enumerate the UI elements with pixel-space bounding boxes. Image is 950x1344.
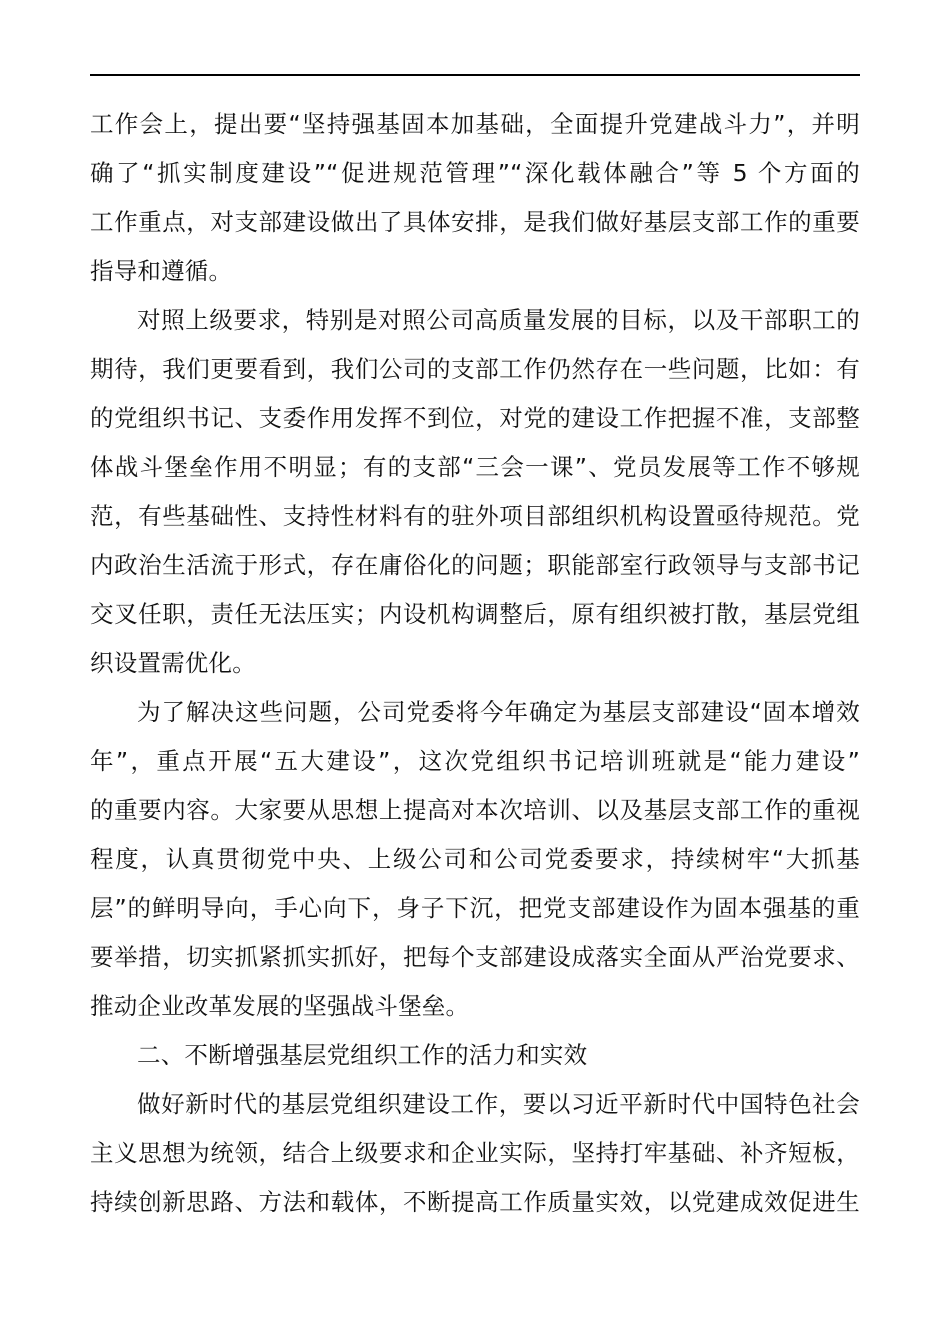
- text-line: 织设置需优化。: [90, 649, 256, 677]
- text-line: 确了“抓实制度建设”“促进规范管理”“深化载体融合”等 5 个方面的: [90, 159, 860, 187]
- header-rule: [90, 74, 860, 76]
- text-line: 层”的鲜明导向，手心向下，身子下沉，把党支部建设作为固本强基的重: [90, 894, 860, 922]
- document-body: [90, 100, 860, 1227]
- text-line: 内政治生活流于形式，存在庸俗化的问题；职能部室行政领导与支部书记: [90, 551, 860, 579]
- text-line: 二、不断增强基层党组织工作的活力和实效: [137, 1041, 588, 1069]
- text-line: 要举措，切实抓紧抓实抓好，把每个支部建设成落实全面从严治党要求、: [90, 943, 860, 971]
- text-line: 的重要内容。大家要从思想上提高对本次培训、以及基层支部工作的重视: [90, 796, 860, 824]
- text-line: 交叉任职，责任无法压实；内设机构调整后，原有组织被打散，基层党组: [90, 600, 860, 628]
- text-line: 持续创新思路、方法和载体，不断提高工作质量实效，以党建成效促进生: [90, 1188, 860, 1216]
- text-line: 工作会上，提出要“坚持强基固本加基础，全面提升党建战斗力”，并明: [90, 110, 860, 138]
- text-line: 对照上级要求，特别是对照公司高质量发展的目标，以及干部职工的: [137, 306, 860, 334]
- text-line: 指导和遵循。: [90, 257, 233, 285]
- text-line: 主义思想为统领，结合上级要求和企业实际，坚持打牢基础、补齐短板，: [90, 1139, 860, 1167]
- text-line: 期待，我们更要看到，我们公司的支部工作仍然存在一些问题，比如：有: [90, 355, 860, 383]
- text-line: 推动企业改革发展的坚强战斗堡垒。: [90, 992, 470, 1020]
- text-line: 程度，认真贯彻党中央、上级公司和公司党委要求，持续树牢“大抓基: [90, 845, 860, 873]
- text-line: 为了解决这些问题，公司党委将今年确定为基层支部建设“固本增效: [137, 698, 860, 726]
- text-line: 的党组织书记、支委作用发挥不到位，对党的建设工作把握不准，支部整: [90, 404, 860, 432]
- text-line: 范，有些基础性、支持性材料有的驻外项目部组织机构设置亟待规范。党: [90, 502, 860, 530]
- text-line: 体战斗堡垒作用不明显；有的支部“三会一课”、党员发展等工作不够规: [90, 453, 860, 481]
- text-line: 年”，重点开展“五大建设”，这次党组织书记培训班就是“能力建设”: [90, 747, 860, 775]
- text-line: 工作重点，对支部建设做出了具体安排，是我们做好基层支部工作的重要: [90, 208, 860, 236]
- text-line: 做好新时代的基层党组织建设工作，要以习近平新时代中国特色社会: [137, 1090, 860, 1118]
